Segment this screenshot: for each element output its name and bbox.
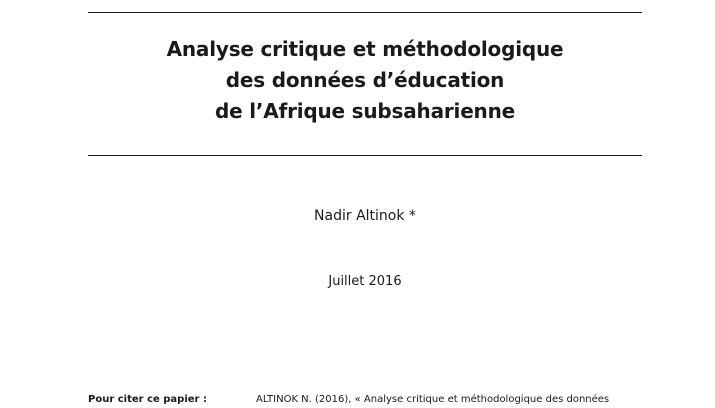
citation-label: Pour citer ce papier : (88, 394, 207, 405)
citation-text: ALTINOK N. (2016), « Analyse critique et méthodologique des données (256, 394, 610, 405)
publication-date: Juillet 2016 (328, 274, 402, 289)
bottom-rule (88, 155, 642, 156)
title-line-1: Analyse critique et méthodologique (166, 37, 564, 61)
title-line-2: des données d’éducation (225, 68, 505, 92)
top-rule (88, 12, 642, 13)
citation-row (88, 394, 642, 408)
author-name: Nadir Altinok * (314, 208, 416, 224)
document-title (88, 34, 642, 127)
title-line-3: de l’Afrique subsaharienne (215, 99, 515, 123)
